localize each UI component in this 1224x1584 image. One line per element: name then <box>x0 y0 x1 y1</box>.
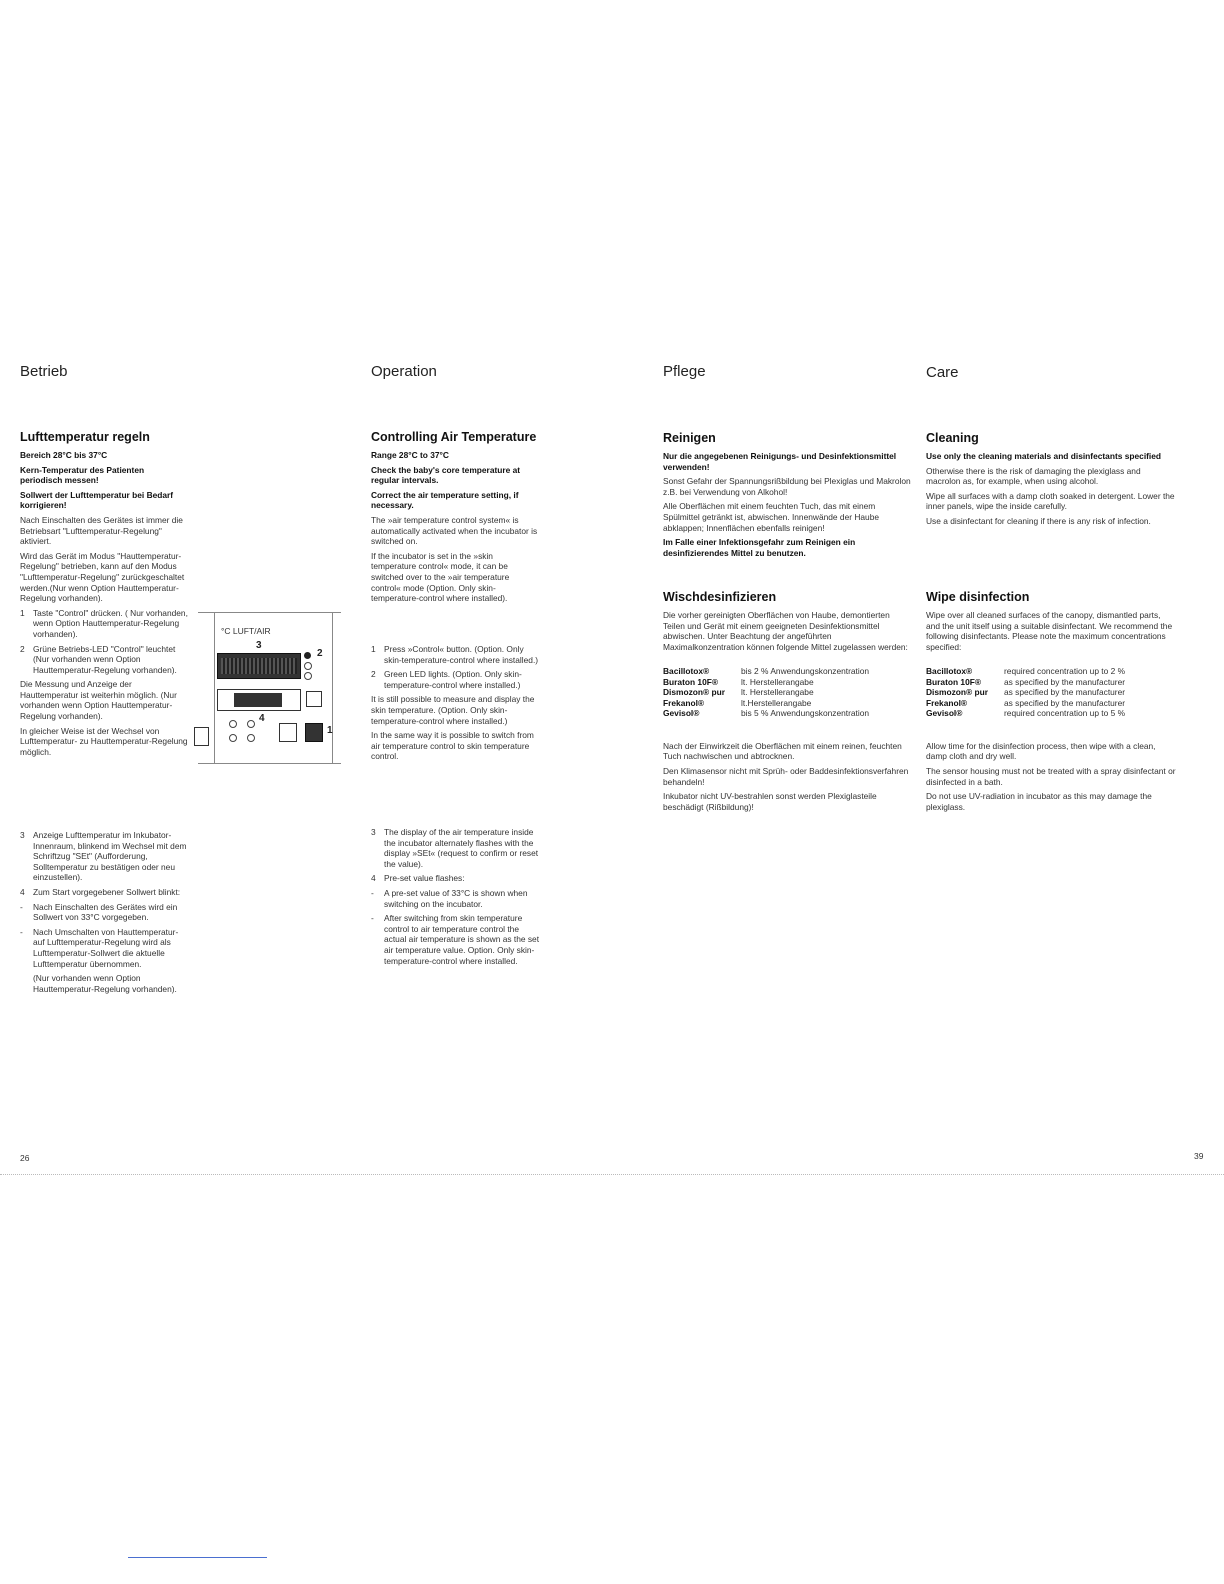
disinfectant-table <box>926 666 1125 719</box>
section-title: Controlling Air Temperature <box>371 430 537 444</box>
list-item: 4 Zum Start vorgegebener Sollwert blinkt: <box>20 886 181 897</box>
column-betrieb-top <box>20 430 188 761</box>
bold-note: Sollwert der Lufttemperatur bei Bedarf korrigieren! <box>20 489 174 511</box>
page-number-right: 39 <box>1194 1151 1204 1161</box>
led-indicator <box>247 734 255 742</box>
list-item: (Nur vorhanden wenn Option Hauttemperatur-Regelung vorhanden). <box>33 973 177 994</box>
paragraph: If the incubator is set in the »skin temperature control« mode, it can be switched over to the »air temperature control« mode (Option. Only skin-temperature-control where installed). <box>371 550 510 604</box>
paragraph: Nach Einschalten des Gerätes ist immer die Betriebsart "Lufttemperatur-Regelung" aktiviert. <box>20 514 183 547</box>
temperature-display <box>217 653 301 679</box>
paragraph: Wipe all surfaces with a damp cloth soaked in detergent. Lower the inner panels, wipe the inside carefully. <box>926 490 1175 512</box>
column-care-bottom <box>926 590 1176 816</box>
paragraph: In the same way it is possible to switch from air temperature control to skin temperature control. <box>371 730 534 762</box>
list-item: 3 Anzeige Lufttemperatur im Inkubator-Innenraum, blinkend im Wechsel mit dem Schriftzug "SEt" (Aufforderung, Solltemperatur zu bestätigen oder neu einzustellen). <box>20 830 187 883</box>
led-indicator <box>229 734 237 742</box>
header-pflege: Pflege <box>663 363 706 380</box>
table-row: Bacillotox® required concentration up to 2 % <box>926 666 1126 677</box>
list-item: - Nach Umschalten von Hauttemperatur- auf Lufttemperatur-Regelung wird als Lufttemperatur-Sollwert die aktuelle Lufttemperatur übernommen. <box>20 926 179 969</box>
column-operation-top <box>371 430 539 608</box>
paragraph: Inkubator nicht UV-bestrahlen sonst werden Plexiglasteile beschädigt (Rißbildung)! <box>663 791 877 812</box>
list-item: 4 Pre-set value flashes: <box>371 873 465 884</box>
list-item: 2 Green LED lights. (Option. Only skin-temperature-control where installed.) <box>371 669 522 690</box>
header-care: Care <box>926 364 959 381</box>
table-row: Frekanol® lt.Herstellerangabe <box>663 697 812 708</box>
bold-note: Range 28°C to 37°C <box>371 450 449 460</box>
column-betrieb-bottom <box>20 830 188 998</box>
paragraph: Alle Oberflächen mit einem feuchten Tuch, das mit einem Spülmittel getränkt ist, abwischen. Innenwände der Haube abklappen; Innenflächen ebenfalls reinigen! <box>663 501 880 533</box>
paragraph: Die vorher gereinigten Oberflächen von Haube, demontierten Teilen und Gerät mit einem geeigneten Desinfektionsmittel abwischen. Unter Beachtung der angeführten Maximalkonzentration können folgende Mittel zugelassen werden: <box>663 610 908 652</box>
paragraph: Use a disinfectant for cleaning if there is any risk of infection. <box>926 515 1151 526</box>
bold-note: Bereich 28°C bis 37°C <box>20 450 108 460</box>
bold-note: Check the baby's core temperature at regular intervals. <box>371 464 521 486</box>
list-item: 3 The display of the air temperature inside the incubator alternately flashes with the display »SEt« (request to confirm or reset the value). <box>371 827 539 869</box>
table-row: Buraton 10F® as specified by the manufacturer <box>926 676 1126 687</box>
control-panel-diagram <box>214 613 333 763</box>
paragraph: Do not use UV-radiation in incubator as this may damage the plexiglass. <box>926 791 1152 812</box>
table-row: Dismozon® pur as specified by the manufacturer <box>926 687 1126 698</box>
column-operation-bottom <box>371 827 539 970</box>
table-row: Frekanol® as specified by the manufacturer <box>926 697 1126 708</box>
bold-note: Correct the air temperature setting, if necessary. <box>371 489 519 511</box>
setpoint-display <box>217 689 301 711</box>
led-indicator <box>304 652 311 659</box>
disinfectant-table <box>663 666 869 719</box>
section-title: Cleaning <box>926 431 979 445</box>
paragraph: The »air temperature control system« is automatically activated when the incubator is switched on. <box>371 514 538 547</box>
section-title: Wipe disinfection <box>926 590 1030 604</box>
table-row: Buraton 10F® lt. Herstellerangabe <box>663 676 814 687</box>
list-item: 2 Grüne Betriebs-LED "Control" leuchtet (Nur vorhanden wenn Option Hauttemperatur-Regelung vorhanden). <box>20 643 177 675</box>
column-care-top <box>926 431 1176 531</box>
table-row: Gevisol® bis 5 % Anwendungskonzentration <box>663 708 870 719</box>
header-betrieb: Betrieb <box>20 363 68 380</box>
callout-2: 2 <box>317 648 323 659</box>
paragraph: Wird das Gerät im Modus "Hauttemperatur-Regelung" betrieben, kann auf den Modus "Lufttemperatur-Regelung" zurückgeschaltet werden.(Nur wenn Option Hauttemperatur-Regelung vorhanden). <box>20 550 185 604</box>
list-item: 1 Taste "Control" drücken. ( Nur vorhanden, wenn Option Hauttemperatur-Regelung vorhanden). <box>20 607 188 639</box>
led-indicator <box>304 672 312 680</box>
list-item: 1 Press »Control« button. (Option. Only skin-temperature-control where installed.) <box>371 644 539 665</box>
paragraph: The sensor housing must not be treated with a spray disinfectant or disinfected in a bath. <box>926 766 1176 787</box>
table-row: Bacillotox® bis 2 % Anwendungskonzentration <box>663 666 870 677</box>
panel-key <box>194 727 209 746</box>
list-item: - Nach Einschalten des Gerätes wird ein Sollwert von 33°C vorgegeben. <box>20 901 178 923</box>
control-key <box>305 723 323 742</box>
section-title: Wischdesinfizieren <box>663 590 777 604</box>
callout-4: 4 <box>259 713 265 724</box>
footer-scan-line <box>0 1174 1224 1176</box>
paragraph: Die Messung und Anzeige der Hauttemperatur ist weiterhin möglich. (Nur vorhanden wenn Option Hauttemperatur-Regelung vorhanden). <box>20 679 177 722</box>
section-title: Lufttemperatur regeln <box>20 430 150 444</box>
header-operation: Operation <box>371 363 437 380</box>
paragraph: Otherwise there is the risk of damaging the plexiglass and macrolon as, for example, when using alcohol. <box>926 465 1141 487</box>
list-item: - A pre-set value of 33°C is shown when switching on the incubator. <box>371 887 528 909</box>
table-row: Dismozon® pur lt. Herstellerangabe <box>663 687 814 698</box>
page-number-left: 26 <box>20 1153 30 1163</box>
paragraph: In gleicher Weise ist der Wechsel von Lufttemperatur- zu Hauttemperatur-Regelung möglich. <box>20 725 188 757</box>
table-row: Gevisol® required concentration up to 5 % <box>926 708 1126 719</box>
bold-note: Nur die angegebenen Reinigungs- und Desinfektionsmittel verwenden! <box>663 451 897 472</box>
paragraph: Sonst Gefahr der Spannungsrißbildung bei Plexiglas und Makrolon z.B. bei Verwendung von Alkohol! <box>663 476 911 497</box>
panel-key <box>279 723 297 742</box>
footer-link-line <box>128 1557 267 1558</box>
bold-note: Im Falle einer Infektionsgefahr zum Reinigen ein desinfizierendes Mittel zu benutzen. <box>663 537 856 558</box>
section-title: Reinigen <box>663 431 716 445</box>
callout-3: 3 <box>256 640 262 651</box>
column-operation-middle <box>371 644 539 766</box>
bold-note: Kern-Temperatur des Patienten periodisch messen! <box>20 464 145 486</box>
led-indicator <box>304 662 312 670</box>
led-indicator <box>229 720 237 728</box>
panel-key <box>306 691 322 707</box>
bold-note: Use only the cleaning materials and disinfectants specified <box>926 451 1162 461</box>
paragraph: Nach der Einwirkzeit die Oberflächen mit einem reinen, feuchten Tuch nachwischen und abtrocknen. <box>663 740 902 762</box>
panel-label: °C LUFT/AIR <box>221 626 271 636</box>
led-indicator <box>247 720 255 728</box>
paragraph: Wipe over all cleaned surfaces of the canopy, dismantled parts, and the unit itself using a suitable disinfectant. We recommend the following disinfectants. Please note the maximum concentrations specified: <box>926 610 1173 652</box>
paragraph: Den Klimasensor nicht mit Sprüh- oder Baddesinfektionsverfahren behandeln! <box>663 766 909 787</box>
list-item: - After switching from skin temperature control to air temperature control the actual air temperature is shown as the set air temperature value. Option. Only skin-temperature-control where installed. <box>371 913 540 966</box>
paragraph: It is still possible to measure and display the skin temperature. (Option. Only skin-temperature-control where installed.) <box>371 694 535 726</box>
column-pflege-top <box>663 431 913 562</box>
paragraph: Allow time for the disinfection process, then wipe with a clean, damp cloth and dry well. <box>926 740 1156 762</box>
callout-1: 1 <box>327 725 333 736</box>
column-pflege-bottom <box>663 590 913 816</box>
